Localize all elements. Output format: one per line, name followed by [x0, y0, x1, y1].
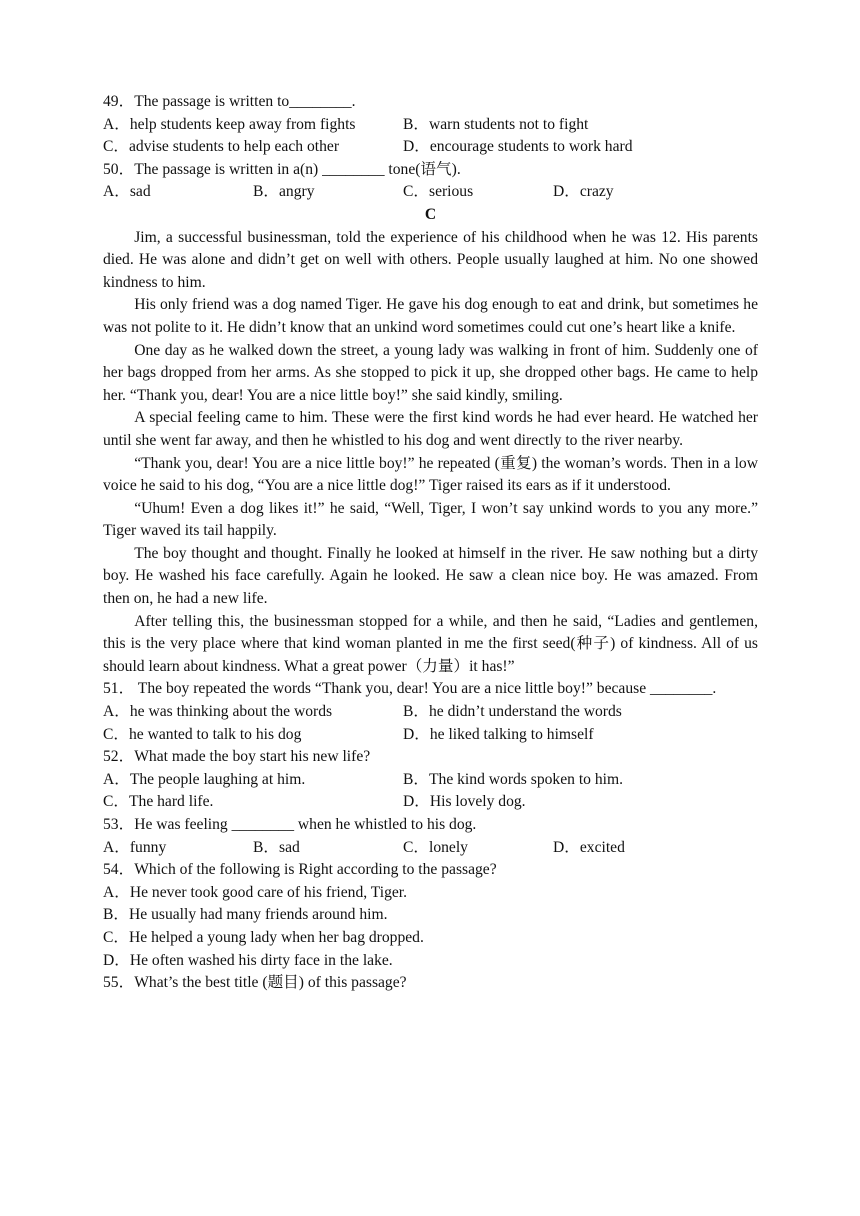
passage-paragraph: After telling this, the businessman stopped for a while, and then he said, “Ladies and gentlemen, this is the very place where that kind woman planted in me the first seed(种子) of kindness. All of us should learn about kindness. What a great power（力量）it has!” — [103, 612, 758, 675]
question-53-option-b: B．sad — [253, 838, 300, 856]
question-52-option-a: A．The people laughing at him. — [103, 770, 306, 788]
question-52-stem: 52．What made the boy start his new life? — [103, 748, 371, 766]
question-51-option-c: C．he wanted to talk to his dog — [103, 725, 302, 743]
question-52-options-row-2 — [103, 791, 758, 814]
question-49-option-a: A．help students keep away from fights — [103, 115, 356, 133]
question-51-option-d: D．he liked talking to himself — [403, 725, 594, 743]
question-50-option-d: D．crazy — [553, 183, 614, 201]
question-52-options-row-1 — [103, 769, 758, 792]
question-53-option-d: D．excited — [553, 838, 625, 856]
question-53-options — [103, 837, 758, 860]
question-54-option-a: A．He never took good care of his friend, Tiger. — [103, 883, 408, 901]
passage-paragraph: The boy thought and thought. Finally he looked at himself in the river. He saw nothing but a dirty boy. He washed his face carefully. Again he looked. He saw a clean nice boy. He was amazed. From then on, he had a new life. — [103, 544, 758, 608]
passage-paragraph: One day as he walked down the street, a young lady was walking in front of him. Suddenly one of her bags dropped from her arms. As she stopped to pick it up, she dropped other bags. He came to help her. “Thank you, dear! You are a nice little boy!” she said kindly, smiling. — [103, 341, 758, 404]
question-51-option-a: A．he was thinking about the words — [103, 703, 333, 721]
question-53-option-a: A．funny — [103, 838, 167, 856]
question-53-option-c: C．lonely — [403, 838, 468, 856]
passage-paragraph: “Thank you, dear! You are a nice little boy!” he repeated (重复) the woman’s words. Then in a low voice he said to his dog, “You are a nice little dog!” Tiger raised its ears as if it understood. — [103, 454, 758, 495]
question-50-option-a: A．sad — [103, 183, 151, 201]
question-51-stem: 51． The boy repeated the words “Thank you, dear! You are a nice little boy!” because ________. — [103, 680, 717, 698]
question-52-option-b: B．The kind words spoken to him. — [403, 770, 624, 788]
passage-paragraph: His only friend was a dog named Tiger. He gave his dog enough to eat and drink, but sometimes he was not polite to it. He didn’t know that an unkind word sometimes could cut one’s heart like a knife. — [103, 296, 758, 336]
question-50-options — [103, 181, 758, 204]
question-54-option-c: C．He helped a young lady when her bag dropped. — [103, 928, 424, 946]
question-49-options-row-1 — [103, 114, 758, 137]
question-55-stem: 55．What’s the best title (题目) of this passage? — [103, 974, 407, 992]
question-53-stem: 53．He was feeling ________ when he whistled to his dog. — [103, 816, 477, 833]
question-54-stem: 54．Which of the following is Right according to the passage? — [103, 861, 497, 879]
passage-paragraph: “Uhum! Even a dog likes it!” he said, “Well, Tiger, I won’t say unkind words to you any more.” Tiger waved its tail happily. — [103, 499, 758, 540]
question-50-stem: 50．The passage is written in a(n) ________ tone(语气). — [103, 160, 461, 178]
question-49-options-row-2 — [103, 136, 758, 159]
question-52-option-c: C．The hard life. — [103, 793, 214, 811]
question-49-option-d: D．encourage students to work hard — [403, 138, 633, 156]
question-50-option-b: B．angry — [253, 183, 315, 201]
question-51-options-row-2 — [103, 724, 758, 747]
question-49-option-b: B．warn students not to fight — [403, 115, 589, 133]
question-51-option-b: B．he didn’t understand the words — [403, 703, 622, 721]
exam-page — [103, 91, 758, 995]
question-51-options-row-1 — [103, 701, 758, 724]
question-49-stem: 49．The passage is written to________. — [103, 93, 356, 110]
question-50-option-c: C．serious — [403, 183, 474, 201]
section-heading: C — [424, 205, 437, 223]
question-54-option-d: D．He often washed his dirty face in the lake. — [103, 951, 393, 969]
question-52-option-d: D．His lovely dog. — [403, 793, 526, 811]
passage-paragraph: Jim, a successful businessman, told the experience of his childhood when he was 12. His parents died. He was alone and didn’t get on well with others. People usually laughed at him. No one showed kindness to him. — [103, 228, 758, 291]
question-49-option-c: C．advise students to help each other — [103, 138, 340, 156]
question-54-option-b: B．He usually had many friends around him. — [103, 906, 388, 924]
passage-paragraph: A special feeling came to him. These were the first kind words he had ever heard. He watched her until she went far away, and then he whistled to his dog and went directly to the river nearby. — [103, 409, 758, 449]
